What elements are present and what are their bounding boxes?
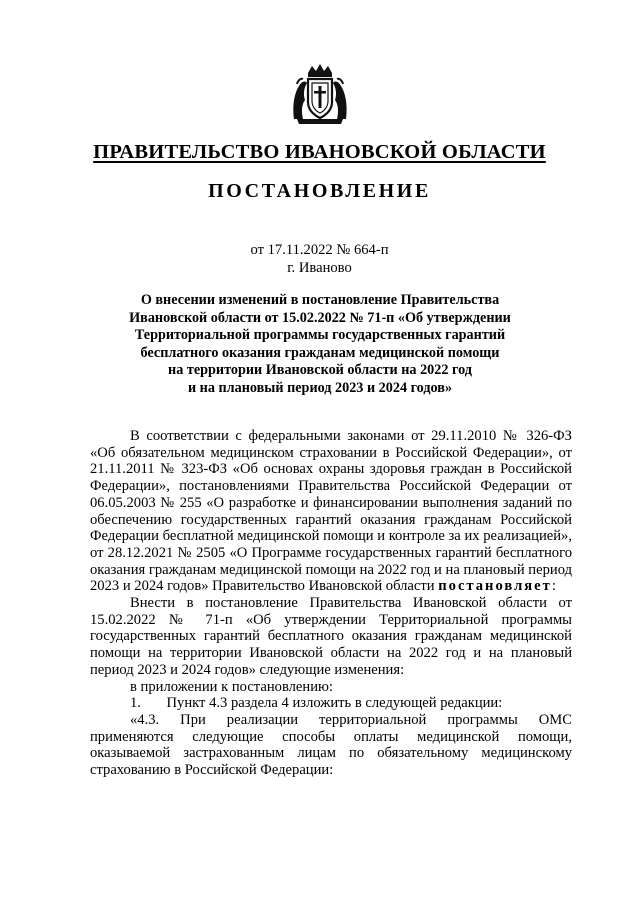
clause-4-3-paragraph: «4.3. При реализации территориальной программы ОМС применяются следующие способы оплаты медицинской помощи, оказываемой застрахованным лицам по обязательному медицинскому страхованию в Российской Федерации: (90, 711, 572, 779)
document-title (80, 292, 560, 398)
item-number: 1. (130, 695, 141, 712)
title-line: О внесении изменений в постановление Правительства (140, 292, 500, 308)
preamble-paragraph (90, 428, 572, 595)
title-line: бесплатного оказания гражданам медицинской помощи (140, 344, 500, 361)
city: г. Иваново (287, 260, 352, 276)
government-name: ПРАВИТЕЛЬСТВО ИВАНОВСКОЙ ОБЛАСТИ (93, 141, 546, 163)
resolves-word: постановляет (438, 578, 552, 595)
title-line: Территориальной программы государственных гарантий (134, 327, 506, 344)
title-line: и на плановый период 2023 и 2024 годов» (187, 379, 453, 396)
preamble-end: : (551, 578, 556, 595)
appendix-paragraph: в приложении к постановлению: (130, 678, 333, 695)
title-line: на территории Ивановской области на 2022 год (168, 362, 472, 379)
document-body (90, 428, 572, 779)
item-1-paragraph (90, 695, 572, 712)
date-number: от 17.11.2022 № 664-п (250, 242, 389, 258)
document-type: ПОСТАНОВЛЕНИЕ (208, 180, 431, 202)
title-line: Ивановской области от 15.02.2022 № 71-п «Об утверждении (129, 309, 511, 326)
date-block (0, 241, 639, 277)
item-text: Пункт 4.3 раздела 4 изложить в следующей редакции: (166, 695, 503, 712)
preamble-text: В соответствии с федеральными законами от 29.11.2010 № 326-ФЗ «Об обязательном медицинском страховании в Российской Федерации», от 21.11.2011 № 323-ФЗ «Об основах охраны здоровья граждан в Российской Федерации», постановлениями Правительства Российской Федерации от 06.05.2003 № 255 «О разработке и финансировании выполнения заданий по обеспечению государственных гарантий оказания гражданам Российской Федерации бесплатной медицинской помощи и контроле за их реализацией», от 28.12.2021 № 2505 «О Программе государственных гарантий бесплатного оказания гражданам медицинской помощи на 2022 год и на плановый период 2023 и 2024 годов» Правительство Ивановской области (90, 428, 572, 595)
ivanovo-region-coat-of-arms-icon (291, 64, 349, 126)
amendment-paragraph: Внести в постановление Правительства Ивановской области от 15.02.2022 № 71-п «Об утверждении Территориальной программы государственных гарантий бесплатного оказания гражданам медицинской помощи на территории Ивановской области на 2022 год и на плановый период 2023 и 2024 годов» следующие изменения: (90, 595, 572, 678)
